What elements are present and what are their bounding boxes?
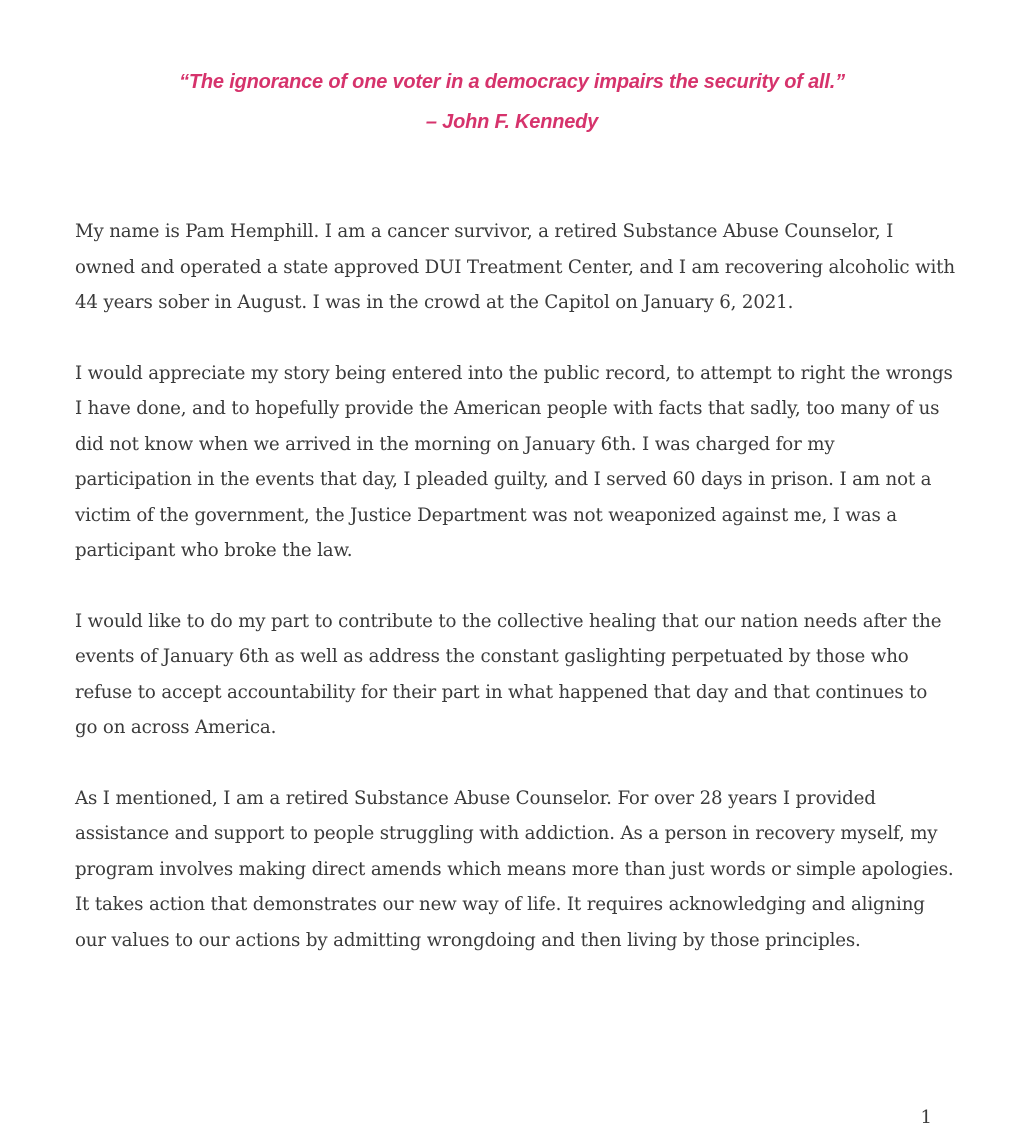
quote-text: “The ignorance of one voter in a democracy impairs the security of all.”: [179, 71, 845, 93]
paragraph-collective-healing: I would like to do my part to contribute to the collective healing that our nation needs after the events of January 6th as well as address the constant gaslighting perpetuated by those who refuse to accept accountability for their part in what happened that day and that continues to go on across America.: [75, 610, 942, 738]
page-number: 1: [920, 1107, 932, 1128]
quote-attribution: – John F. Kennedy: [425, 111, 599, 133]
statement-body: [75, 214, 955, 993]
paragraph-public-record: I would appreciate my story being entered into the public record, to attempt to right the wrongs I have done, and to hopefully provide the American people with facts that sadly, too many of us did not know when we arrived in the morning on January 6th. I was charged for my participation in the events that day, I pleaded guilty, and I served 60 days in prison. I am not a victim of the government, the Justice Department was not weaponized against me, I was a participant who broke the law.: [75, 362, 953, 561]
epigraph-quote: [0, 62, 1024, 142]
paragraph-counselor-amends: As I mentioned, I am a retired Substance Abuse Counselor. For over 28 years I provided assistance and support to people struggling with addiction. As a person in recovery myself, my program involves making direct amends which means more than just words or simple apologies. It takes action that demonstrates our new way of life. It requires acknowledging and aligning our values to our actions by admitting wrongdoing and then living by those principles.: [75, 787, 954, 951]
paragraph-introduction: My name is Pam Hemphill. I am a cancer survivor, a retired Substance Abuse Counselor, I owned and operated a state approved DUI Treatment Center, and I am recovering alcoholic with 44 years sober in August. I was in the crowd at the Capitol on January 6, 2021.: [75, 221, 955, 313]
